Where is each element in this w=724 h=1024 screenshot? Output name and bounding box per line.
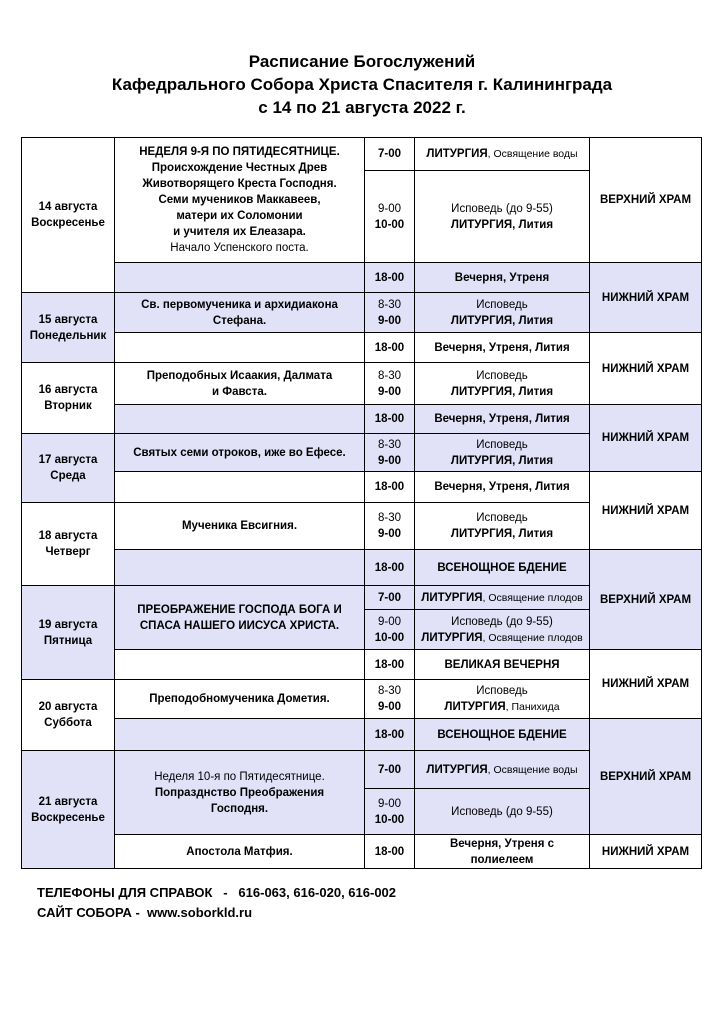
table-row xyxy=(22,405,702,434)
time-cell: 18-00 xyxy=(365,405,415,434)
time-text: 10-00 xyxy=(374,631,405,644)
day-cell xyxy=(22,503,115,586)
day-cell xyxy=(22,138,115,293)
service-text: ЛИТУРГИЯ, Лития xyxy=(450,454,554,467)
weekday-label: Вторник xyxy=(44,400,92,412)
table-row xyxy=(22,835,702,869)
feast-cell: Апостола Матфия. xyxy=(115,835,365,869)
service-cell xyxy=(415,680,590,719)
service-cell: ВЕЛИКАЯ ВЕЧЕРНЯ xyxy=(415,650,590,680)
feast-cell: Святых семи отроков, иже во Ефесе. xyxy=(115,434,365,472)
service-cell xyxy=(415,363,590,405)
day-cell xyxy=(22,586,115,680)
feast-text: Преподобных Исаакия, Далмата xyxy=(146,369,333,382)
church-cell: НИЖНИЙ ХРАМ xyxy=(590,263,702,333)
service-text: , Освящение плодов xyxy=(482,591,583,604)
time-cell xyxy=(365,680,415,719)
time-text: 10-00 xyxy=(374,218,405,231)
time-text: 8-30 xyxy=(377,512,402,524)
feast-cell-empty xyxy=(115,650,365,680)
service-cell: ВСЕНОЩНОЕ БДЕНИЕ xyxy=(415,719,590,751)
table-row xyxy=(22,138,702,171)
service-text: ЛИТУРГИЯ xyxy=(421,631,483,644)
feast-cell xyxy=(115,363,365,405)
church-cell: НИЖНИЙ ХРАМ xyxy=(590,333,702,405)
service-cell: Вечерня, Утреня, Лития xyxy=(415,405,590,434)
time-cell: 18-00 xyxy=(365,333,415,363)
service-cell: ВСЕНОЩНОЕ БДЕНИЕ xyxy=(415,550,590,586)
feast-text: ПРЕОБРАЖЕНИЕ ГОСПОДА БОГА И xyxy=(137,603,342,616)
service-text: Исповедь xyxy=(476,512,528,524)
time-text: 9-00 xyxy=(377,701,402,713)
feast-text: Животворящего Креста Господня. xyxy=(142,178,337,190)
day-cell xyxy=(22,751,115,869)
feast-text: Попразднство Преображения xyxy=(154,786,325,799)
feast-cell xyxy=(115,138,365,263)
feast-text: Господня. xyxy=(210,802,269,815)
time-cell: 7-00 xyxy=(365,586,415,610)
time-text: 9-00 xyxy=(377,385,402,398)
feast-text: Неделя 10-я по Пятидесятнице. xyxy=(154,770,325,783)
service-text: Исповедь xyxy=(476,685,528,697)
service-text: , Освящение воды xyxy=(487,763,578,776)
service-text: Вечерня, Утреня с xyxy=(449,837,554,850)
time-text: 9-00 xyxy=(377,454,402,467)
site-link[interactable]: САЙТ СОБОРА - www.soborkld.ru xyxy=(37,905,253,920)
feast-cell-empty xyxy=(115,405,365,434)
time-cell xyxy=(365,503,415,550)
date-label: 20 августа xyxy=(38,701,98,713)
day-cell xyxy=(22,293,115,363)
service-text: , Освящение плодов xyxy=(482,631,583,644)
time-text: 9-00 xyxy=(377,615,402,628)
time-cell: 18-00 xyxy=(365,650,415,680)
date-label: 15 августа xyxy=(38,313,98,326)
service-cell: Вечерня, Утреня xyxy=(415,263,590,293)
feast-text: Стефана. xyxy=(212,314,267,327)
weekday-label: Воскресенье xyxy=(31,811,105,824)
feast-text: Св. первомученика и архидиакона xyxy=(141,298,338,311)
time-cell xyxy=(365,610,415,650)
feast-cell-empty xyxy=(115,550,365,586)
service-text: полиелеем xyxy=(470,853,534,866)
feast-text: Семи мучеников Маккавеев, xyxy=(158,194,321,206)
time-text: 8-30 xyxy=(377,438,402,451)
service-cell xyxy=(415,138,590,171)
service-text: ЛИТУРГИЯ, Лития xyxy=(450,218,554,231)
time-cell: 18-00 xyxy=(365,263,415,293)
table-row xyxy=(22,333,702,363)
table-row xyxy=(22,550,702,586)
feast-text: и учителя их Елеазара. xyxy=(173,226,306,238)
time-cell xyxy=(365,363,415,405)
schedule-table xyxy=(21,137,702,869)
service-text: Исповедь (до 9-55) xyxy=(451,202,553,215)
service-text: ЛИТУРГИЯ xyxy=(444,701,506,713)
time-cell: 7-00 xyxy=(365,751,415,789)
service-text: ЛИТУРГИЯ xyxy=(426,763,488,776)
weekday-label: Среда xyxy=(50,470,86,482)
time-text: 9-00 xyxy=(377,797,402,810)
day-cell xyxy=(22,434,115,503)
weekday-label: Суббота xyxy=(44,717,92,729)
phones-text: ТЕЛЕФОНЫ ДЛЯ СПРАВОК - 616-063, 616-020, 616-002 xyxy=(37,885,397,900)
church-cell: ВЕРХНИЙ ХРАМ xyxy=(590,138,702,263)
weekday-label: Понедельник xyxy=(29,329,107,342)
service-text: Исповедь xyxy=(476,438,528,451)
time-cell: 18-00 xyxy=(365,719,415,751)
service-cell xyxy=(415,586,590,610)
title-line-2: Кафедрального Собора Христа Спасителя г. Калининграда xyxy=(111,75,613,94)
time-cell: 7-00 xyxy=(365,138,415,171)
feast-text: Происхождение Честных Древ xyxy=(151,162,328,174)
feast-text: НЕДЕЛЯ 9-Я ПО ПЯТИДЕСЯТНИЦЕ. xyxy=(139,146,340,158)
service-text: ЛИТУРГИЯ, Лития xyxy=(450,385,554,398)
feast-cell-empty xyxy=(115,263,365,293)
weekday-label: Пятница xyxy=(43,634,93,647)
weekday-label: Четверг xyxy=(45,546,91,558)
feast-cell-empty xyxy=(115,472,365,503)
service-cell: Вечерня, Утреня, Лития xyxy=(415,333,590,363)
service-cell xyxy=(415,751,590,789)
service-cell xyxy=(415,610,590,650)
feast-cell xyxy=(115,586,365,650)
feast-text: Начало Успенского поста. xyxy=(170,242,309,254)
day-cell xyxy=(22,680,115,751)
feast-cell-empty xyxy=(115,719,365,751)
title-line-3: с 14 по 21 августа 2022 г. xyxy=(258,98,466,117)
feast-cell-empty xyxy=(115,333,365,363)
service-text: ЛИТУРГИЯ, Лития xyxy=(450,314,554,327)
church-cell: НИЖНИЙ ХРАМ xyxy=(590,472,702,550)
time-cell: 18-00 xyxy=(365,835,415,869)
church-cell: НИЖНИЙ ХРАМ xyxy=(590,835,702,869)
title-line-1: Расписание Богослужений xyxy=(248,52,476,71)
feast-text: матери их Соломонии xyxy=(176,210,303,222)
date-label: 14 августа xyxy=(38,201,98,213)
church-cell: НИЖНИЙ ХРАМ xyxy=(590,650,702,719)
date-label: 17 августа xyxy=(38,454,98,466)
table-row xyxy=(22,650,702,680)
time-cell xyxy=(365,293,415,333)
date-label: 18 августа xyxy=(38,530,98,542)
time-cell: 18-00 xyxy=(365,550,415,586)
time-cell xyxy=(365,171,415,263)
date-label: 21 августа xyxy=(38,795,98,808)
date-label: 16 августа xyxy=(38,384,98,396)
date-label: 19 августа xyxy=(38,618,98,631)
church-cell: НИЖНИЙ ХРАМ xyxy=(590,405,702,472)
table-row xyxy=(22,263,702,293)
day-cell xyxy=(22,363,115,434)
service-text: ЛИТУРГИЯ xyxy=(426,148,488,160)
service-text: ЛИТУРГИЯ xyxy=(421,591,483,604)
church-cell: ВЕРХНИЙ ХРАМ xyxy=(590,719,702,835)
table-row xyxy=(22,719,702,751)
service-cell xyxy=(415,171,590,263)
feast-text: СПАСА НАШЕГО ИИСУСА ХРИСТА. xyxy=(139,619,340,632)
service-cell xyxy=(415,835,590,869)
time-text: 8-30 xyxy=(377,369,402,382)
service-text: Исповедь (до 9-55) xyxy=(451,615,553,628)
time-cell: 18-00 xyxy=(365,472,415,503)
time-cell xyxy=(365,434,415,472)
time-text: 8-30 xyxy=(377,685,402,697)
time-text: 9-00 xyxy=(377,314,402,327)
church-cell: ВЕРХНИЙ ХРАМ xyxy=(590,550,702,650)
time-cell xyxy=(365,789,415,835)
table-row xyxy=(22,472,702,503)
service-text: , Освящение воды xyxy=(487,148,578,160)
weekday-label: Воскресенье xyxy=(31,217,105,229)
feast-cell xyxy=(115,293,365,333)
time-text: 10-00 xyxy=(374,813,405,826)
service-text: Исповедь xyxy=(476,369,528,382)
service-cell xyxy=(415,434,590,472)
time-text: 8-30 xyxy=(377,298,402,311)
service-cell xyxy=(415,293,590,333)
service-cell: Исповедь (до 9-55) xyxy=(415,789,590,835)
service-text: , Панихида xyxy=(505,701,560,713)
time-text: 9-00 xyxy=(377,202,402,215)
service-cell: Вечерня, Утреня, Лития xyxy=(415,472,590,503)
time-text: 9-00 xyxy=(377,528,402,540)
feast-text: и Фавста. xyxy=(212,385,267,398)
service-text: ЛИТУРГИЯ, Лития xyxy=(450,528,554,540)
service-cell xyxy=(415,503,590,550)
feast-cell xyxy=(115,751,365,835)
footer xyxy=(37,883,396,923)
page-title xyxy=(0,50,724,119)
service-text: Исповедь xyxy=(476,298,528,311)
feast-cell: Преподобномученика Дометия. xyxy=(115,680,365,719)
feast-cell: Мученика Евсигния. xyxy=(115,503,365,550)
